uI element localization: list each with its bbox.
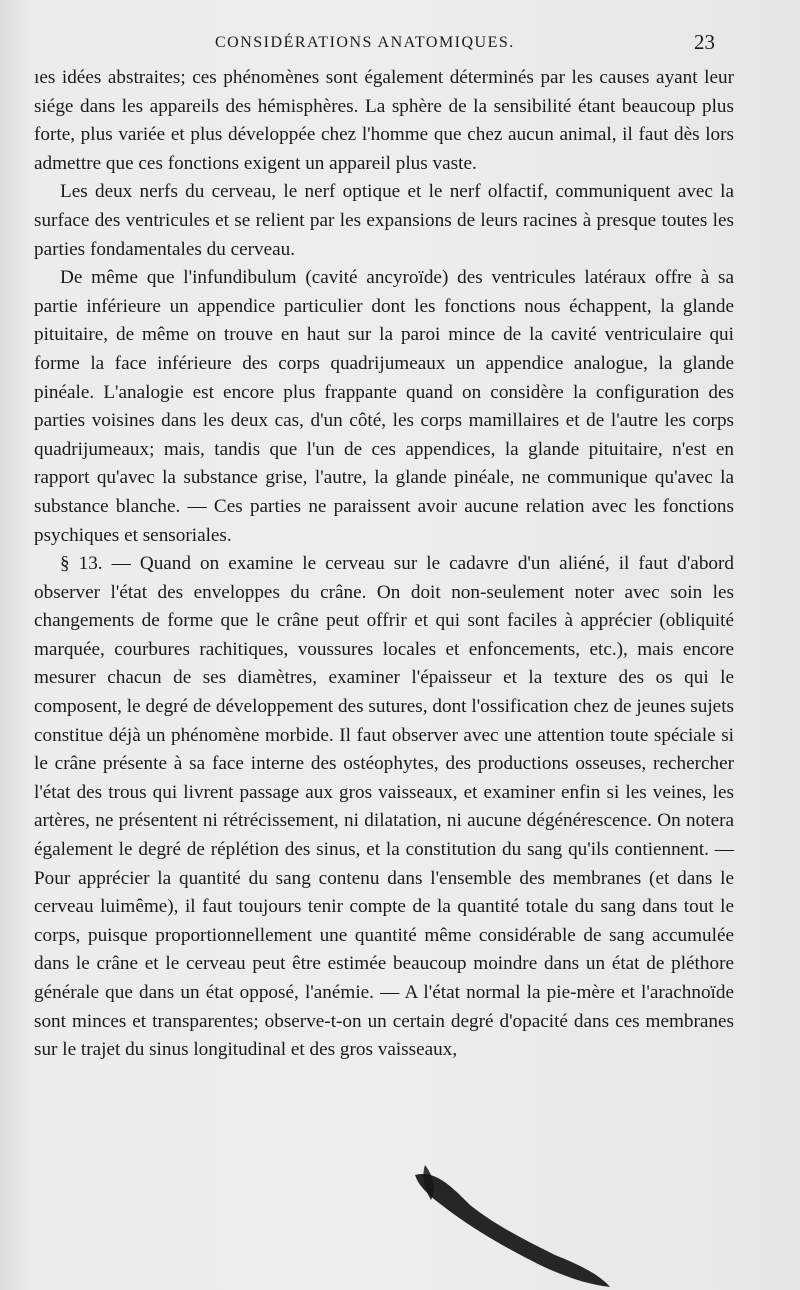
paragraph-section-13: § 13. — Quand on examine le cerveau sur le cadavre d'un aliéné, il faut d'abord observer l'état des enveloppes du crâne. On doit non-seulement noter avec soin les changements de forme que le crâne peut offrir et qui sont faciles à apprécier (obliquité marquée, courbures rachitiques, voussures locales et enfoncements, etc.), mais encore mesurer chacun de ses diamètres, examiner l'épaisseur et la texture des os qui le composent, le degré de développement des sutures, dont l'ossification chez de jeunes sujets constitue déjà un phénomène morbide. Il faut observer avec une attention toute spéciale si le crâne présente à sa face interne des ostéophytes, des productions osseuses, rechercher l'état des trous qui livrent passage aux gros vaisseaux, et examiner enfin si les veines, les artères, ne présentent ni rétrécissement, ni dilatation, ni aucune dégénérescence. On notera également le degré de réplétion des sinus, et la constitution du sang qu'ils contiennent. — Pour apprécier la quantité du sang contenu dans l'ensemble des membranes (et dans le cerveau luimême), il faut toujours tenir compte de la quantité totale du sang dans tout le corps, puisque proportionnellement une quantité même considérable de sang accumulée dans le crâne et le cerveau peut être estimée beaucoup moindre dans un état de pléthore générale que dans un état opposé, l'anémie. — A l'état normal la pie-mère et l'arachnoïde sont minces et transparentes; observe-t-on un certain degré d'opacité dans ces membranes sur le trajet du sinus longitudinal et des gros vaisseaux, [34, 553, 734, 1061]
ink-smudge [395, 1165, 625, 1290]
body-text [34, 64, 734, 1065]
running-title: CONSIDÉRATIONS ANATOMIQUES. [215, 34, 515, 51]
paragraph: De même que l'infundibulum (cavité ancyroïde) des ventricules latéraux offre à sa partie inférieure un appendice particulier dont les fonctions nous échappent, la glande pituitaire, de même on trouve en haut sur la paroi mince de la cavité ventriculaire qui forme la face inférieure des corps quadrijumeaux un appendice analogue, la glande pinéale. L'analogie est encore plus frappante quand on considère la configuration des parties voisines dans les deux cas, d'un côté, les corps mamillaires et de l'autre les corps quadrijumeaux; mais, tandis que l'un de ces appendices, la glande pituitaire, n'est en rapport qu'avec la substance grise, l'autre, la glande pinéale, ne communique qu'avec la substance blanche. — Ces parties ne paraissent avoir aucune relation avec les fonctions psychiques et sensoriales. [34, 267, 734, 546]
paragraph: ıes idées abstraites; ces phénomènes sont également déterminés par les causes ayant leur siége dans les appareils des hémisphères. La sphère de la sensibilité étant beaucoup plus forte, plus variée et plus développée chez l'homme que chez aucun animal, il faut dès lors admettre que ces fonctions exigent un appareil plus vaste. [34, 67, 734, 174]
page-header [60, 30, 715, 58]
page-number: 23 [694, 30, 715, 54]
paragraph: Les deux nerfs du cerveau, le nerf optique et le nerf olfactif, communiquent avec la surface des ventricules et se relient par les expansions de leurs racines à presque toutes les parties fondamentales du cerveau. [34, 181, 734, 260]
